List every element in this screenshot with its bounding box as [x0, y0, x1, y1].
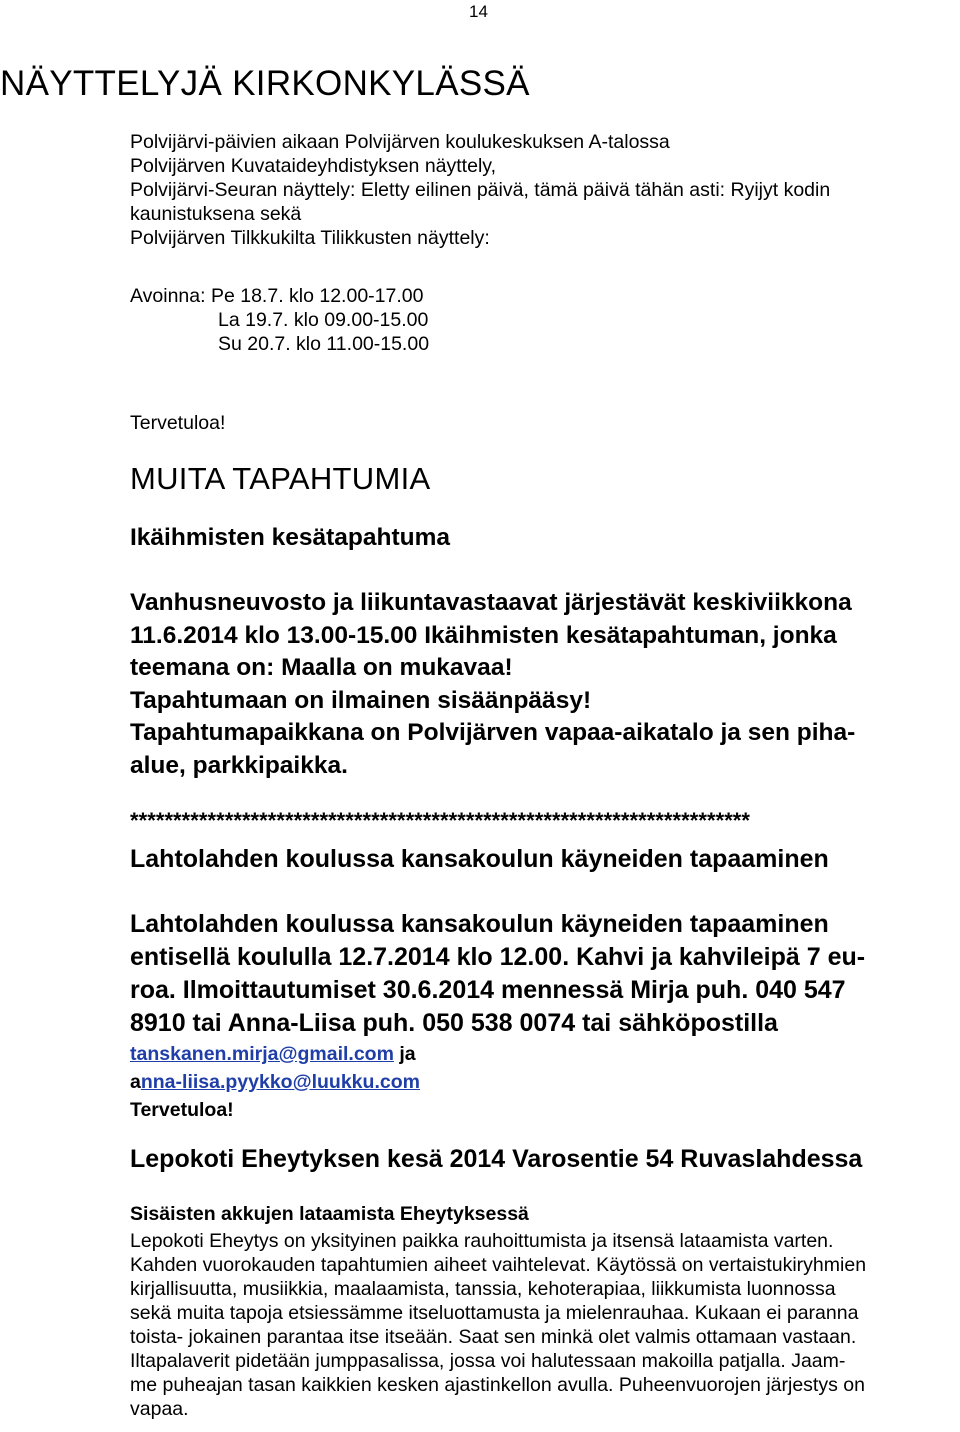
event-line: sekä muita tapoja etsiessämme itseluottamusta ja mielenrauhaa. Kukaan ei paranna: [130, 1302, 859, 1324]
email-line: [130, 1068, 950, 1096]
intro-line: Polvijärvi-päivien aikaan Polvijärven koulukeskuksen A-talossa: [130, 131, 670, 153]
main-heading: NÄYTTELYJÄ KIRKONKYLÄSSÄ: [0, 64, 530, 103]
intro-line: Polvijärven Kuvataideyhdistyksen näyttely,: [130, 155, 496, 177]
event-description: [130, 908, 950, 1124]
divider: ************************************************************************: [130, 808, 751, 833]
intro-line: Polvijärven Tilkkukilta Tilikkusten näyttely:: [130, 227, 490, 249]
email-link[interactable]: tanskanen.mirja@gmail.com: [130, 1043, 394, 1065]
event-description: [130, 587, 950, 782]
event-line: alue, parkkipaikka.: [130, 751, 348, 779]
event-line: 8910 tai Anna-Liisa puh. 050 538 0074 tai sähköpostilla: [130, 1009, 778, 1037]
intro-paragraph: [130, 130, 830, 250]
event-line: me puheajan tasan kaikkien kesken ajastinkellon avulla. Puheenvuorojen järjestys on: [130, 1374, 865, 1396]
welcome-text: Tervetuloa!: [130, 1099, 234, 1121]
email-prefix: a: [130, 1071, 141, 1093]
event-subtitle: Sisäisten akkujen lataamista Eheytyksessä: [130, 1203, 529, 1225]
opening-hours-row: Su 20.7. klo 11.00-15.00: [218, 333, 430, 355]
event-title: Lepokoti Eheytyksen kesä 2014 Varosentie 54 Ruvaslahdessa: [130, 1145, 863, 1173]
email-link[interactable]: nna-liisa.pyykko@luukku.com: [140, 1071, 420, 1093]
event-line: Vanhusneuvosto ja liikuntavastaavat järjestävät keskiviikkona: [130, 589, 852, 616]
event-line: Lepokoti Eheytys on yksityinen paikka rauhoittumista ja itsensä lataamista varten.: [130, 1230, 834, 1252]
section-heading: MUITA TAPAHTUMIA: [130, 461, 431, 496]
opening-hours-row: La 19.7. klo 09.00-15.00: [218, 309, 429, 331]
event-line: Iltapalaverit pidetään jumppasalissa, jossa voi halutessaan makoilla patjalla. Jaam-: [130, 1350, 846, 1372]
opening-hours-row: Pe 18.7. klo 12.00-17.00: [210, 285, 424, 307]
conjunction-text: ja: [393, 1043, 416, 1065]
event-title: Ikäihmisten kesätapahtuma: [130, 524, 450, 551]
welcome-text: Tervetuloa!: [130, 412, 226, 434]
event-line: Lahtolahden koulussa kansakoulun käyneiden tapaaminen: [130, 910, 829, 938]
event-description: [130, 1229, 960, 1421]
event-line: toista- jokainen parantaa itse itseään. Saat sen minkä olet valmis ottamaan vastaan.: [130, 1326, 857, 1348]
event-line: teemana on: Maalla on mukavaa!: [130, 654, 513, 681]
event-line: kirjallisuutta, musiikkia, maalaamista, tanssia, kehoterapiaa, liikkumista luonnossa: [130, 1278, 836, 1300]
event-line: roa. Ilmoittautumiset 30.6.2014 mennessä Mirja puh. 040 547: [130, 976, 846, 1004]
opening-hours: [130, 284, 429, 356]
event-line: Tapahtumaan on ilmainen sisäänpääsy!: [130, 686, 592, 714]
event-line: Kahden vuorokauden tapahtumien aiheet vaihtelevat. Käytössä on vertaistukiryhmien: [130, 1254, 867, 1276]
event-line: 11.6.2014 klo 13.00-15.00 Ikäihmisten kesätapahtuman, jonka: [130, 621, 837, 649]
page-number: 14: [469, 2, 488, 21]
opening-hours-label: Avoinna:: [130, 285, 206, 307]
intro-line: kaunistuksena sekä: [130, 203, 302, 225]
event-line: vapaa.: [130, 1398, 189, 1420]
event-line: Tapahtumapaikkana on Polvijärven vapaa-aikatalo ja sen piha-: [130, 719, 856, 746]
email-line: [130, 1040, 950, 1068]
intro-line: Polvijärvi-Seuran näyttely: Eletty eilinen päivä, tämä päivä tähän asti: Ryijyt kodin: [130, 179, 831, 201]
event-line: entisellä koululla 12.7.2014 klo 12.00. Kahvi ja kahvileipä 7 eu-: [130, 943, 866, 971]
event-title: Lahtolahden koulussa kansakoulun käyneiden tapaaminen: [130, 845, 829, 873]
